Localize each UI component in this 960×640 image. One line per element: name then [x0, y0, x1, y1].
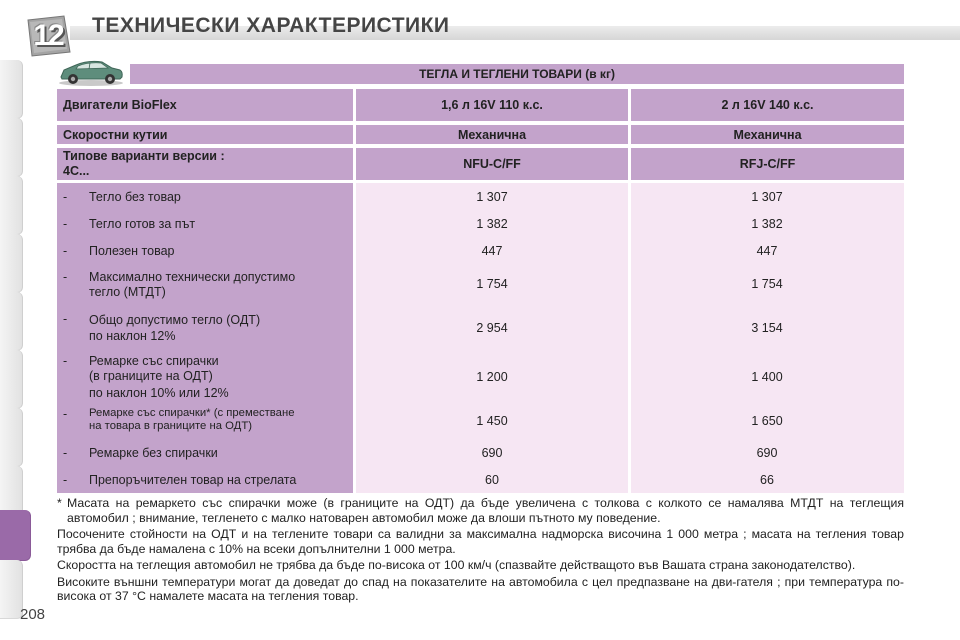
row-dash: -	[63, 407, 68, 421]
chapter-tab[interactable]	[0, 408, 23, 467]
page-number: 208	[20, 606, 46, 623]
row-label-line: 4C...	[63, 164, 90, 178]
row-label	[57, 148, 353, 180]
notes-section	[57, 496, 904, 606]
row-label-line: Полезен товар	[89, 244, 175, 258]
footnote-star: *	[57, 496, 62, 510]
row-label-line: Максимално технически допустимо	[89, 270, 296, 284]
col1-value: 1 754	[476, 277, 508, 291]
table-title: ТЕГЛА И ТЕГЛЕНИ ТОВАРИ (в кг)	[130, 64, 904, 84]
gearbox-row	[57, 125, 904, 144]
col2-value: 447	[756, 244, 778, 258]
col1-value: 690	[481, 446, 503, 460]
col2-value: 1 307	[751, 190, 783, 204]
chapter-number: 12	[33, 19, 63, 52]
col1-value: Механична	[356, 125, 628, 144]
row-dash: -	[63, 217, 68, 231]
chapter-tab[interactable]	[0, 234, 23, 293]
col1-value: 1,6 л 16V 110 к.с.	[356, 89, 628, 121]
note-paragraph: Скоростта на теглещия автомобил не трябва да бъде по-висока от 100 км/ч (спазвайте действащото във Вашата страна законодателство).	[57, 558, 856, 572]
chapter-tab-active[interactable]	[0, 510, 31, 561]
col2-value: 2 л 16V 140 к.с.	[631, 89, 904, 121]
row-label-line: Общо допустимо тегло (ОДТ)	[89, 313, 261, 327]
note-paragraph: Посочените стойности на ОДТ и на теглените товари са валидни за максимална надморска височина 1 000 метра ; масата на тегления товар трябва да бъде намалена с 10% на всеки допълнителни 1 000 метра.	[57, 527, 904, 556]
col1-value: 1 382	[476, 217, 508, 231]
chapter-tab[interactable]	[0, 292, 23, 351]
row-label: Двигатели BioFlex	[57, 89, 353, 121]
col1-value: 1 307	[476, 190, 508, 204]
col2-value: 1 650	[751, 414, 783, 428]
col2-value: 690	[756, 446, 778, 460]
row-dash: -	[63, 190, 68, 204]
row-label: Скоростни кутии	[57, 125, 353, 144]
row-label-line: (в границите на ОДТ)	[89, 369, 213, 383]
row-dash: -	[63, 473, 68, 487]
row-label-line: по наклон 10% или 12%	[89, 386, 229, 400]
row-label-line: тегло (МТДТ)	[89, 285, 166, 299]
col1-value: 60	[485, 473, 499, 487]
weights-table-body	[57, 183, 904, 493]
col2-value: Механична	[631, 125, 904, 144]
col1-value: 1 200	[476, 370, 508, 384]
chapter-tab[interactable]	[0, 118, 23, 177]
col1-value: 2 954	[476, 321, 508, 335]
chapter-title: ТЕХНИЧЕСКИ ХАРАКТЕРИСТИКИ	[92, 14, 450, 37]
chapter-tab-strip	[0, 60, 26, 620]
row-label-line: Ремарке със спирачки* (с преместване	[89, 407, 295, 419]
row-dash: -	[63, 312, 68, 326]
row-label-line: по наклон 12%	[89, 329, 176, 343]
chapter-badge	[24, 14, 72, 58]
note-paragraph: Високите външни температури могат да доведат до спад на показателите на автомобила с цел предпазване на дви-гателя ; при температура по-висока от 37 °C намалете масата на тегления товар.	[57, 574, 904, 603]
footnote	[57, 496, 904, 525]
col2-value: RFJ-C/FF	[631, 148, 904, 180]
car-icon	[56, 57, 126, 87]
row-label-line: Тегло готов за път	[89, 217, 196, 231]
col2-value: 1 754	[751, 277, 783, 291]
col2-value: 1 382	[751, 217, 783, 231]
row-label-line: на товара в границите на ОДТ)	[89, 420, 252, 432]
row-dash: -	[63, 354, 68, 368]
col1-value: NFU-C/FF	[356, 148, 628, 180]
row-label-line: Типове варианти версии :	[63, 149, 225, 163]
engine-row	[57, 89, 904, 121]
version-row	[57, 148, 904, 180]
col2-value: 1 400	[751, 370, 783, 384]
row-label-line: Препоръчителен товар на стрелата	[89, 473, 297, 487]
row-label-line: Ремарке със спирачки	[89, 354, 219, 368]
chapter-tab[interactable]	[0, 60, 23, 119]
col1-value: 1 450	[476, 414, 508, 428]
col1-value: 447	[481, 244, 503, 258]
row-label-line: Ремарке без спирачки	[89, 446, 218, 460]
row-dash: -	[63, 244, 68, 258]
col2-value: 66	[760, 473, 774, 487]
chapter-tab[interactable]	[0, 176, 23, 235]
row-dash: -	[63, 446, 68, 460]
row-dash: -	[63, 270, 68, 284]
footnote-text: Масата на ремаркето със спирачки може (в границите на ОДТ) да бъде увеличена с толкова с колкото се намалява МТДТ на теглещия автомобил ; внимание, тегленето с малко натоварен автомобил може да влоши пътното му поведение.	[67, 496, 904, 525]
chapter-tab[interactable]	[0, 350, 23, 409]
col2-value: 3 154	[751, 321, 783, 335]
row-label-line: Тегло без товар	[89, 190, 181, 204]
